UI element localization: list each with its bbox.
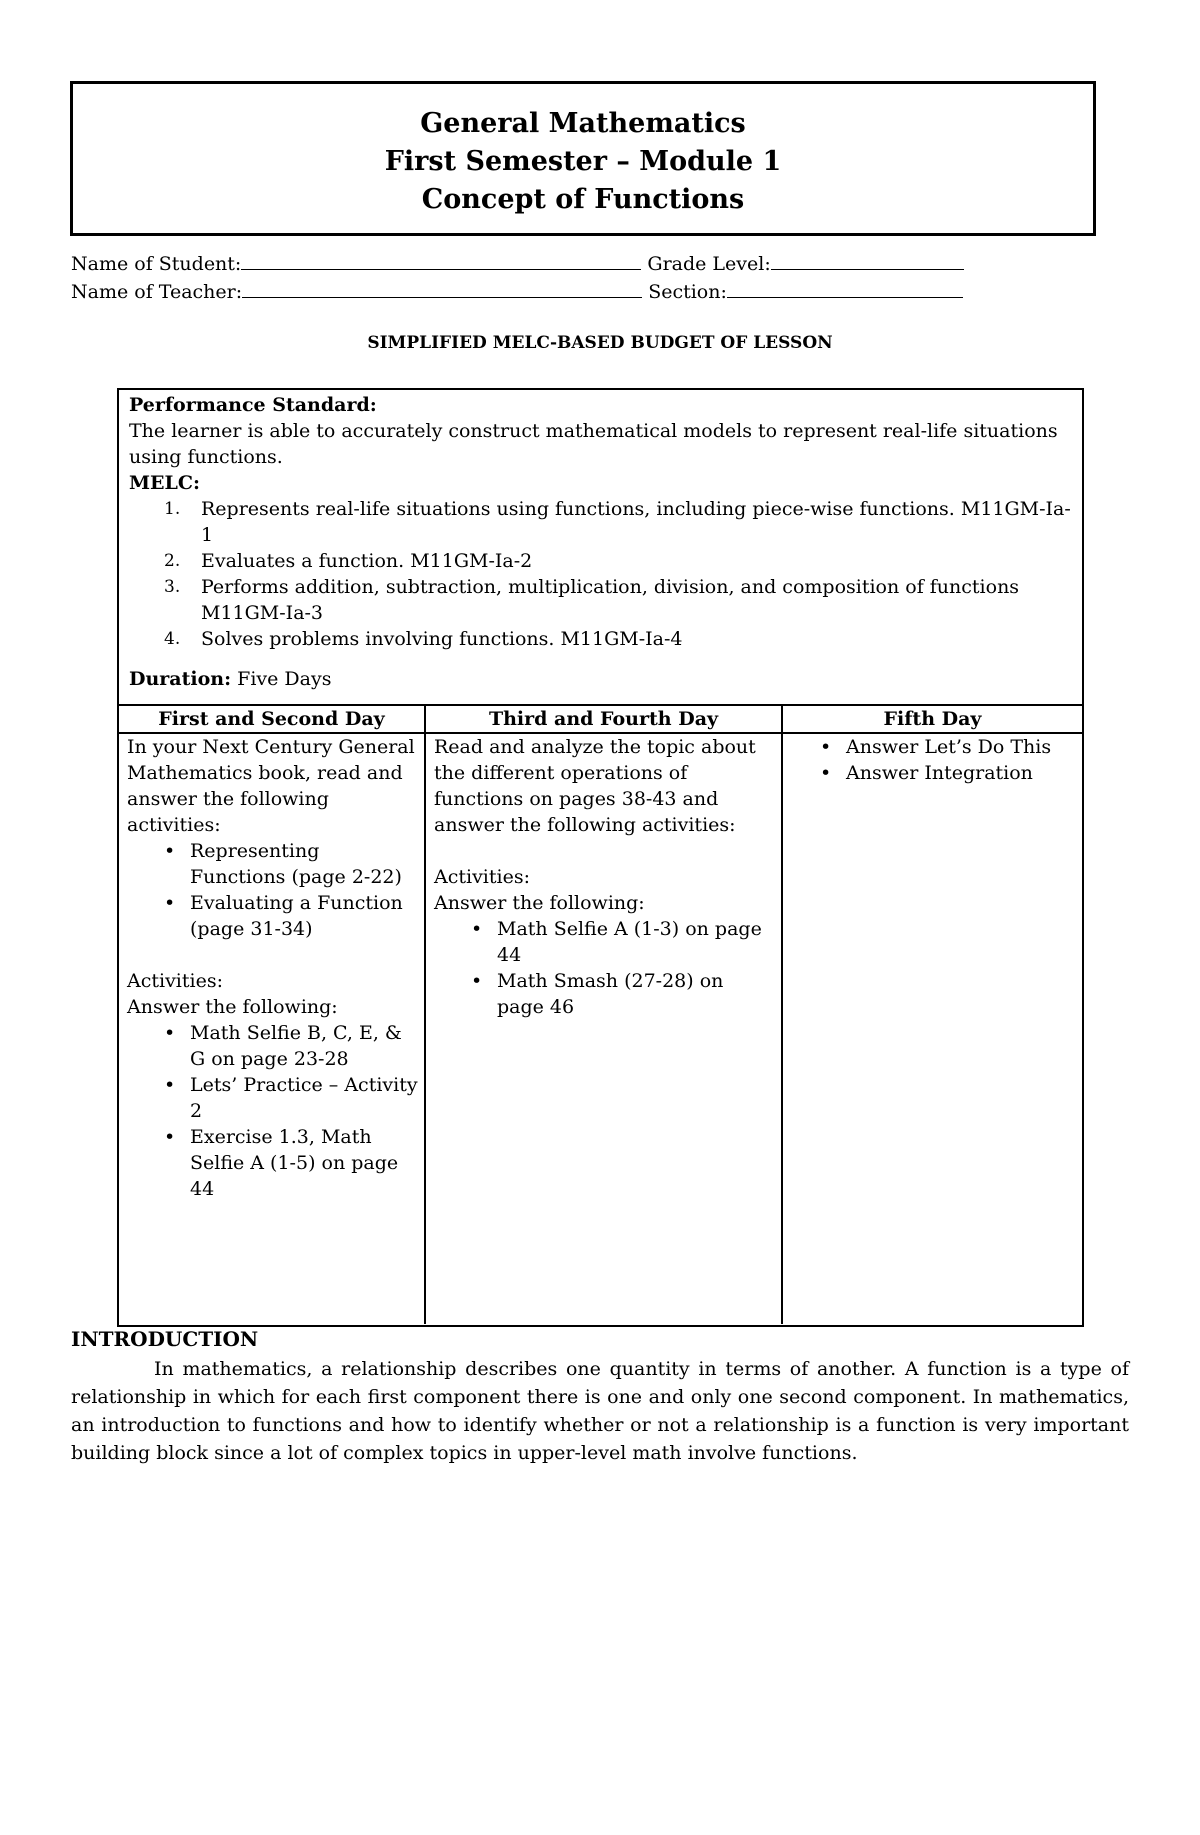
teacher-name-label: Name of Teacher:: [71, 281, 243, 303]
day34-answer-label: Answer the following:: [434, 892, 645, 914]
melc-label: MELC:: [129, 472, 201, 494]
list-item: • Answer Let’s Do This: [783, 734, 1076, 760]
day34-intro: Read and analyze the topic about the different operations of functions on pages 38-43 and answer the following activities:: [434, 736, 756, 836]
melc-text: Evaluates a function. M11GM-Ia-2: [201, 550, 533, 572]
lesson-budget-table: [117, 388, 1084, 1327]
day12-activities: [127, 1020, 418, 1202]
performance-standard-text: The learner is able to accurately construct mathematical models to represent real-life situations using functions.: [129, 420, 1058, 468]
introduction-heading: INTRODUCTION: [71, 1327, 259, 1351]
melc-item: [129, 574, 1074, 626]
title-line-2: First Semester – Module 1: [384, 146, 782, 177]
list-item: • Math Smash (27-28) on page 46: [434, 968, 775, 1020]
melc-item: [129, 626, 1074, 652]
list-item: • Lets’ Practice – Activity 2: [127, 1072, 418, 1124]
duration-value: Five Days: [237, 668, 332, 690]
header-fifth-day: Fifth Day: [782, 706, 1082, 733]
melc-number: 2.: [164, 551, 181, 571]
melc-number: 4.: [164, 629, 181, 649]
list-item: • Math Selfie B, C, E, & G on page 23-28: [127, 1020, 418, 1072]
title-line-1: General Mathematics: [420, 108, 746, 139]
melc-number: 1.: [164, 499, 181, 519]
duration-label: Duration:: [129, 668, 232, 690]
student-info-row: [71, 252, 964, 275]
day34-cell: [425, 733, 782, 1324]
teacher-info-row: [71, 280, 963, 303]
melc-list: [129, 496, 1074, 652]
title-line-3: Concept of Functions: [421, 184, 745, 215]
melc-item: [129, 548, 1074, 574]
student-name-field[interactable]: [241, 252, 641, 270]
introduction-text: In mathematics, a relationship describes one quantity in terms of another. A function is a type of relationship in which for each first component there is one and only one second component. In mathematics, an introduction to functions and how to identify whether or not a relationship is a function is very important building block since a lot of complex topics in upper-level math involve functions.: [71, 1358, 1129, 1464]
teacher-name-field[interactable]: [242, 280, 642, 298]
day5-activities: [783, 734, 1076, 786]
title-box: [70, 81, 1096, 236]
day12-intro: In your Next Century General Mathematics book, read and answer the following activities:: [127, 736, 415, 836]
list-item: • Exercise 1.3, Math Selfie A (1-5) on page 44: [127, 1124, 418, 1202]
day12-readings: [127, 838, 418, 942]
schedule-header-row: [119, 706, 1082, 733]
melc-number: 3.: [164, 577, 181, 597]
melc-text: Performs addition, subtraction, multiplication, division, and composition of functions M11GM-Ia-3: [201, 576, 1020, 624]
day5-cell: [782, 733, 1082, 1324]
day12-cell: [119, 733, 425, 1324]
list-item: • Representing Functions (page 2-22): [127, 838, 418, 890]
grade-level-label: Grade Level:: [647, 253, 771, 275]
student-name-label: Name of Student:: [71, 253, 242, 275]
header-third-fourth-day: Third and Fourth Day: [425, 706, 782, 733]
performance-standard-label: Performance Standard:: [129, 394, 377, 416]
list-item: • Evaluating a Function (page 31-34): [127, 890, 418, 942]
day12-activities-label: Activities:: [127, 970, 223, 992]
schedule-body-row: [119, 733, 1082, 1324]
list-item: • Math Selfie A (1-3) on page 44: [434, 916, 775, 968]
day34-activities-label: Activities:: [434, 866, 530, 888]
header-first-second-day: First and Second Day: [119, 706, 425, 733]
day12-answer-label: Answer the following:: [127, 996, 338, 1018]
grade-level-field[interactable]: [771, 252, 964, 270]
day34-activities: [434, 916, 775, 1020]
budget-subtitle: SIMPLIFIED MELC-BASED BUDGET OF LESSON: [367, 333, 833, 353]
duration-row: [129, 666, 1074, 692]
section-field[interactable]: [727, 280, 963, 298]
melc-item: [129, 496, 1074, 548]
schedule-table: [119, 706, 1082, 1324]
list-item: • Answer Integration: [783, 760, 1076, 786]
melc-text: Represents real-life situations using functions, including piece-wise functions. M11GM-Ia-1: [201, 498, 1071, 546]
standards-section: [119, 390, 1082, 706]
melc-text: Solves problems involving functions. M11GM-Ia-4: [201, 628, 683, 650]
section-label: Section:: [648, 281, 727, 303]
